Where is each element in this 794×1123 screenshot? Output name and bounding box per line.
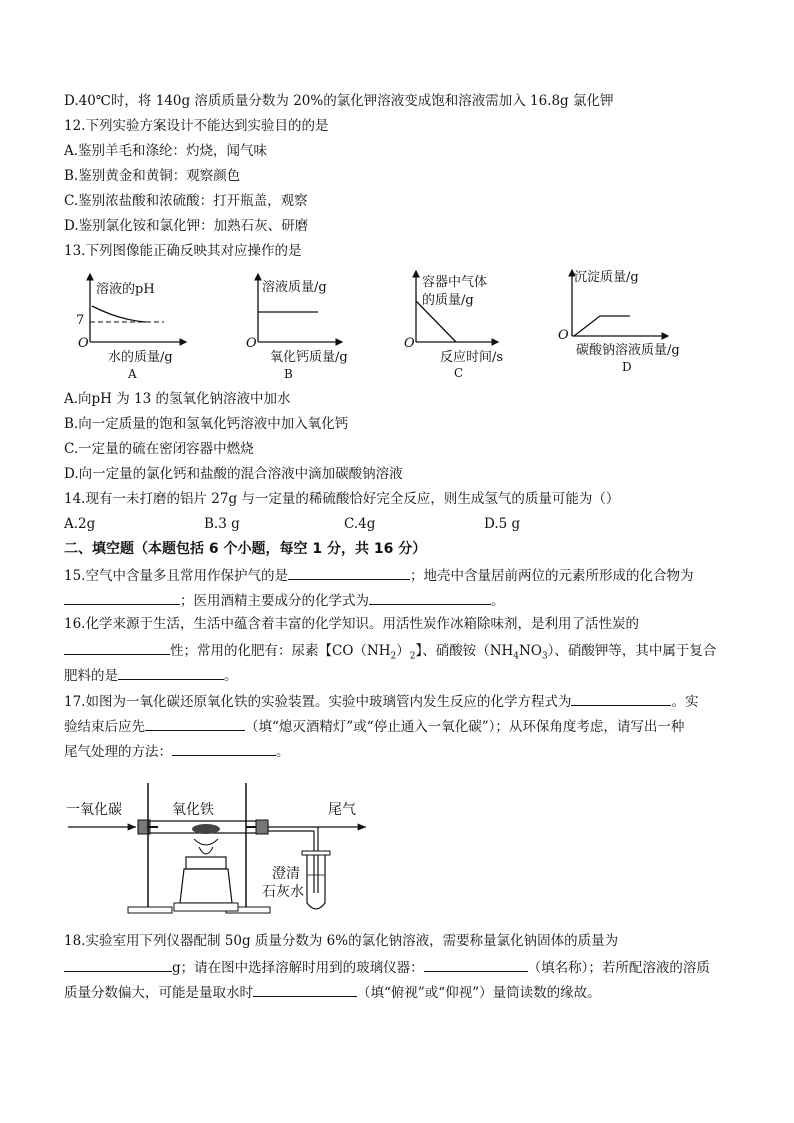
q17-blank-2[interactable]	[145, 716, 245, 731]
q16-text-4: 。	[224, 668, 238, 684]
iron-oxide-sample	[192, 824, 220, 834]
q16-text-2e: ）、硝酸钾等，其中属于复合	[547, 643, 717, 659]
label-limewater-2: 石灰水	[262, 884, 304, 900]
q15-blank-3[interactable]	[369, 590, 491, 605]
q18-blank-3[interactable]	[253, 982, 357, 997]
q16-text-2d: NO	[519, 643, 542, 659]
q16-line-3	[64, 665, 754, 685]
q13-stem: 13.下列图像能正确反映其对应操作的是	[64, 243, 302, 259]
label-carbon-monoxide: 一氧化碳	[66, 802, 122, 818]
q17-text-2: 验结束后应先	[64, 719, 145, 735]
q14-option-d: D.5 g	[484, 516, 521, 532]
q17-line-2	[64, 716, 754, 736]
graph-b-ylabel: 溶液质量/g	[262, 280, 327, 295]
graph-c	[400, 265, 530, 383]
q16-line-1: 16.化学来源于生活，生活中蕴含着丰富的化学知识。用活性炭作冰箱除味剂，是利用了活性炭的	[64, 616, 639, 632]
q15-blank-2[interactable]	[64, 590, 180, 605]
q16-blank-1[interactable]	[64, 640, 170, 655]
q14-option-a: A.2g	[64, 516, 96, 532]
q13-option-d: D.向一定量的氯化钙和盐酸的混合溶液中滴加碳酸钠溶液	[64, 466, 403, 482]
graph-c-letter: C	[454, 366, 464, 380]
graph-a-tick-7: 7	[76, 313, 85, 328]
q17-text-2b: （填“熄灭酒精灯”或“停止通入一氧化碳”）；从环保角度考虑，请写出一种	[245, 719, 685, 735]
q15-line-1	[64, 565, 754, 585]
q18-blank-2[interactable]	[424, 957, 528, 972]
q15-line-2	[64, 590, 754, 610]
label-limewater-1: 澄清	[272, 866, 300, 882]
graph-a	[74, 268, 204, 383]
q16-sub-1: 2	[390, 651, 397, 662]
q17-text-3b: 。	[276, 744, 290, 760]
q17-blank-3[interactable]	[172, 741, 276, 756]
q12-option-b: B.鉴别黄金和黄铜：观察颜色	[64, 168, 241, 184]
graph-d-origin: O	[558, 328, 569, 343]
q18-line-1: 18.实验室用下列仪器配制 50g 质量分数为 6%的氯化钠溶液，需要称量氯化钠固体的质量为	[64, 933, 619, 949]
graph-c-ylabel-1: 容器中气体	[422, 275, 488, 290]
q17-line-3	[64, 741, 754, 761]
graph-d-xlabel: 碳酸钠溶液质量/g	[576, 343, 680, 358]
q18-line-2	[64, 957, 754, 977]
test-tube	[307, 853, 325, 909]
q14-option-b: B.3 g	[204, 516, 240, 532]
graph-a-ylabel: 溶液的pH	[96, 282, 155, 297]
q12-stem: 12.下列实验方案设计不能达到实验目的的是	[64, 118, 329, 134]
graph-a-origin: O	[78, 336, 89, 351]
q13-option-c: C.一定量的硫在密闭容器中燃烧	[64, 441, 254, 457]
q15-text-3: ；医用酒精主要成分的化学式为	[180, 593, 369, 609]
q14-stem: 14.现有一未打磨的铝片 27g 与一定量的稀硫酸恰好完全反应，则生成氢气的质量可能为（）	[64, 491, 620, 507]
q16-sub-4: 3	[541, 651, 548, 662]
q16-sub-3: 4	[513, 651, 520, 662]
q12-option-c: C.鉴别浓盐酸和浓硫酸：打开瓶盖，观察	[64, 193, 308, 209]
q16-text-2b: ）	[396, 643, 410, 659]
graph-d	[556, 264, 716, 380]
q13-option-b: B.向一定质量的饱和氢氧化钙溶液中加入氧化钙	[64, 416, 349, 432]
graph-d-line	[574, 316, 630, 336]
q16-blank-2[interactable]	[118, 665, 224, 680]
graph-b-xlabel: 氧化钙质量/g	[270, 350, 348, 365]
q15-text-2: ；地壳中含量居前两位的元素所形成的化合物为	[409, 568, 694, 584]
graph-c-ylabel-2: 的质量/g	[422, 293, 474, 308]
q16-text-3: 肥料的是	[64, 668, 118, 684]
graph-d-ylabel: 沉淀质量/g	[574, 270, 639, 285]
q17-text-3: 尾气处理的方法：	[64, 744, 172, 760]
q18-text-3b: （填“俯视”或“仰视”）量筒读数的缘故。	[357, 985, 601, 1001]
graph-b	[242, 268, 377, 383]
label-iron-oxide: 氧化铁	[172, 802, 214, 818]
q12-option-d: D.鉴别氯化铵和氯化钾：加熟石灰、研磨	[64, 218, 309, 234]
q17-line-1	[64, 691, 754, 711]
graph-b-letter: B	[284, 367, 293, 381]
q18-text-2: g；请在图中选择溶解时用到的玻璃仪器：	[172, 960, 424, 976]
q15-blank-1[interactable]	[288, 565, 410, 580]
graph-b-origin: O	[246, 336, 257, 351]
q11-option-d: D.40℃时，将 140g 溶质质量分数为 20%的氯化钾溶液变成饱和溶液需加入 16.8g 氯化钾	[64, 93, 614, 109]
graph-a-xlabel: 水的质量/g	[108, 350, 173, 365]
graph-c-origin: O	[404, 336, 415, 351]
section-2-heading: 二、填空题（本题包括 6 个小题，每空 1 分，共 16 分）	[64, 541, 427, 557]
q18-blank-1[interactable]	[64, 957, 172, 972]
q15-text-4: 。	[491, 593, 505, 609]
q16-text-2: 性；常用的化肥有：尿素【CO（NH	[170, 643, 391, 659]
q16-text-2c: 】、硝酸铵（NH	[415, 643, 514, 659]
graph-c-xlabel: 反应时间/s	[440, 350, 504, 365]
q17-text-1b: 。实	[671, 694, 699, 710]
q18-text-3: 质量分数偏大，可能是量取水时	[64, 985, 253, 1001]
q16-sub-2: 2	[409, 651, 416, 662]
q15-text-1: 15.空气中含量多且常用作保护气的是	[64, 568, 288, 584]
graph-a-letter: A	[128, 367, 137, 381]
lamp-cover	[186, 857, 226, 869]
label-tail-gas: 尾气	[328, 802, 356, 818]
q17-text-1: 17.如图为一氧化碳还原氧化铁的实验装置。实验中玻璃管内发生反应的化学方程式为	[64, 694, 572, 710]
q16-line-2	[64, 640, 754, 666]
q18-text-2b: （填名称）；若所配溶液的溶质	[527, 960, 710, 976]
q12-option-a: A.鉴别羊毛和涤纶：灼烧，闻气味	[64, 143, 268, 159]
q14-option-c: C.4g	[344, 516, 376, 532]
q18-line-3	[64, 982, 754, 1002]
apparatus-drawing	[66, 775, 386, 920]
graph-d-letter: D	[622, 360, 632, 374]
co-reduction-apparatus	[66, 775, 386, 920]
q13-option-a: A.向pH 为 13 的氢氧化钠溶液中加水	[64, 391, 291, 407]
q17-blank-1[interactable]	[571, 691, 671, 706]
graph-a-curve	[92, 306, 146, 322]
alcohol-lamp	[180, 869, 232, 903]
